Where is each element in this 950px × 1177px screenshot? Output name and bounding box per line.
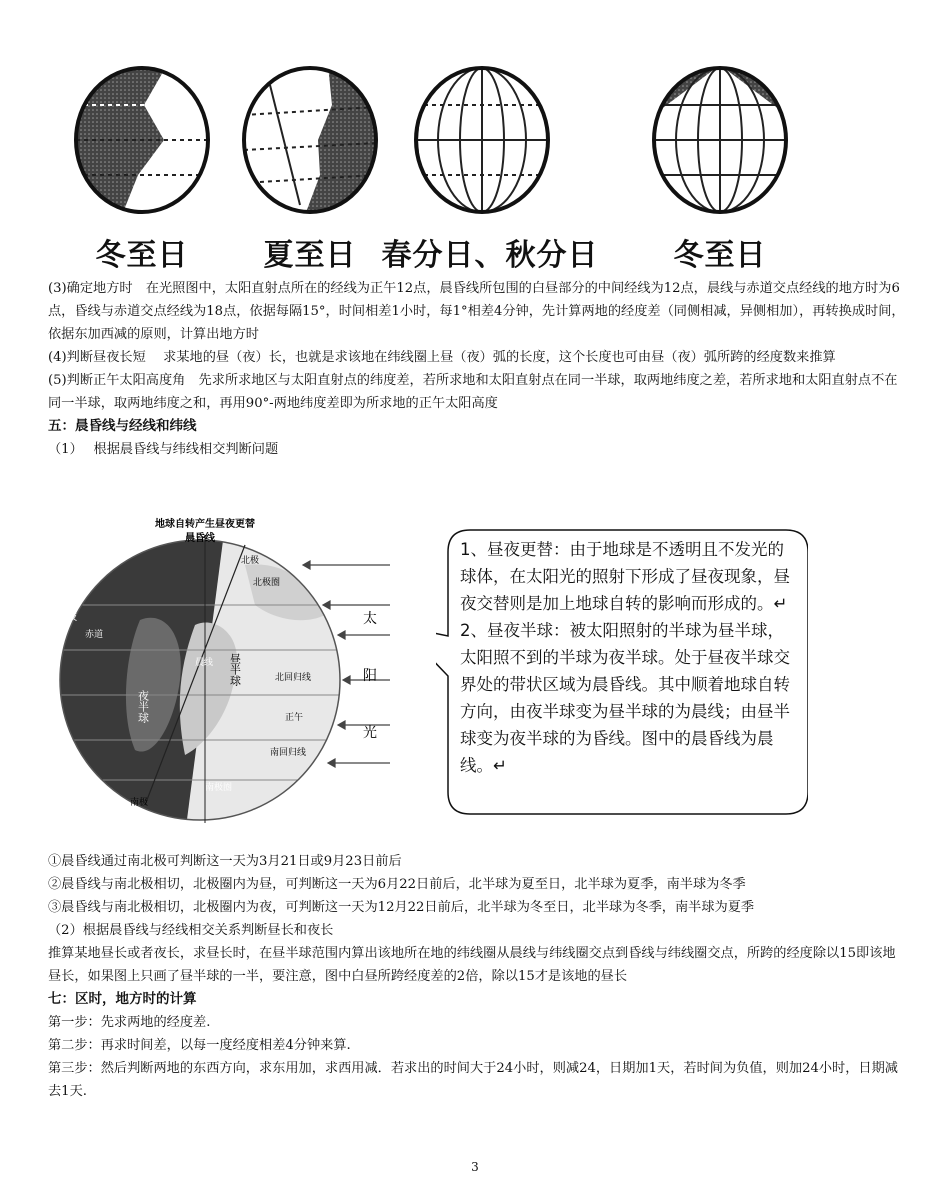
step-1: 第一步：先求两地的经度差. (48, 1015, 211, 1030)
globe-winter-solstice-2 (650, 65, 790, 215)
globe-summer-solstice (240, 65, 380, 215)
globe-winter-solstice-1 (72, 65, 212, 215)
earth-rotation-figure (45, 505, 410, 825)
bubble-text (460, 536, 795, 779)
bubble-paragraph-1: 1、昼夜更替：由于地球是不透明且不发光的球体，在太阳光的照射下形成了昼夜现象，昼夜交替则是加上地球自转的影响而形成的。↵ (460, 540, 790, 613)
globe-illustrations (60, 65, 820, 273)
globe-label-2: 夏至日 (263, 238, 357, 273)
step-2: 第二步：再求时间差，以每一度经度相差4分钟来算. (48, 1038, 351, 1053)
item-5: (5)判断正午太阳高度角 先求所求地区与太阳直射点的纬度差，若所求地和太阳直射点在同一半球，取两地纬度之差，若所求地和太阳直射点不在同一半球，取两地纬度之和，再用90°-两地纬度差即为所求地的正午太阳高度 (48, 373, 898, 411)
label-midnight: 子夜 (59, 613, 78, 623)
figure-title-2: 晨昏线 (185, 533, 215, 544)
sub-heading-2: （2）根据晨昏线与经线相交关系判断昼长和夜长 (48, 923, 334, 938)
day-length-paragraph: 推算某地昼长或者夜长，求昼长时，在昼半球范围内算出该地所在地的纬线圈从晨线与纬线圈交点到昏线与纬线圈交点，所跨的经度除以15即该地昼长，如果图上只画了昼半球的一半，要注意，图中白昼所跨经度差的2倍，除以15才是该地的昼长 (48, 946, 896, 984)
section-5-sub1: （1） 根据晨昏线与纬线相交判断问题 (48, 442, 279, 457)
globe-label-3: 春分日、秋分日 (381, 238, 599, 273)
sun-char-1: 太 (363, 611, 377, 627)
section-5-heading: 五：晨昏线与经线和纬线 (48, 418, 197, 434)
conclusion-1: ①晨昏线通过南北极可判断这一天为3月21日或9月23日前后 (48, 854, 402, 869)
conclusion-2: ②晨昏线与南北极相切，北极圈内为昼，可判断这一天为6月22日前后，北半球为夏至日，北半球为夏季，南半球为冬季 (48, 877, 746, 892)
label-equator: 赤道 (85, 630, 104, 640)
label-south-pole: 南极 (130, 798, 149, 808)
label-antarctic-circle: 南极圈 (205, 783, 233, 793)
label-day-hemisphere: 昼半球 (228, 653, 242, 686)
section-7-heading: 七：区时，地方时的计算 (48, 991, 197, 1007)
label-noon: 正午 (285, 713, 304, 723)
globe-equinox (412, 65, 552, 215)
label-north-pole: 北极 (241, 556, 260, 566)
conclusions-section (48, 850, 908, 1103)
label-tropic-cancer: 北回归线 (275, 673, 312, 683)
sun-char-2: 阳 (363, 668, 377, 684)
sun-char-3: 光 (363, 725, 377, 741)
label-dawn: 晨线 (195, 658, 214, 668)
label-tropic-capricorn: 南回归线 (270, 748, 307, 758)
item-4: (4)判断昼夜长短 求某地的昼（夜）长，也就是求该地在纬线圈上昼（夜）弧的长度，这个长度也可由昼（夜）弧所跨的经度数来推算 (48, 350, 836, 365)
label-night-hemisphere: 夜半球 (136, 690, 150, 723)
item-3: (3)确定地方时 在光照图中，太阳直射点所在的经线为正午12点，晨昏线所包围的白昼部分的中间经线为12点，晨线与赤道交点经线的地方时为6点，昏线与赤道交点经线为18点，依据每隔15°，时间相差1小时，每1°相差4分钟，先计算两地的经度差（同侧相减，异侧相加），再转换成时间，依据东加西减的原则，计算出地方时 (48, 281, 905, 342)
bubble-paragraph-2: 2、昼夜半球：被太阳照射的半球为昼半球，太阳照不到的半球为夜半球。处于昼夜半球交界处的带状区域为晨昏线。其中顺着地球自转方向，由夜半球变为昼半球的为晨线；由昼半球变为夜半球的为昏线。图中的晨昏线为晨线。↵ (460, 621, 790, 775)
step-3: 第三步：然后判断两地的东西方向，求东用加，求西用减．若求出的时间大于24小时，则减24，日期加1天，若时间为负值，则加24小时，日期减去1天. (48, 1061, 898, 1099)
local-time-section (48, 277, 908, 461)
globe-label-1: 冬至日 (95, 238, 189, 273)
page-number: 3 (471, 1160, 479, 1174)
label-arctic-circle: 北极圈 (253, 578, 281, 588)
figure-title-1: 地球自转产生昼夜更替 (155, 519, 255, 530)
globe-label-4: 冬至日 (673, 238, 767, 273)
conclusion-3: ③晨昏线与南北极相切，北极圈内为夜，可判断这一天为12月22日前后，北半球为冬至日，北半球为冬季，南半球为夏季 (48, 900, 755, 915)
